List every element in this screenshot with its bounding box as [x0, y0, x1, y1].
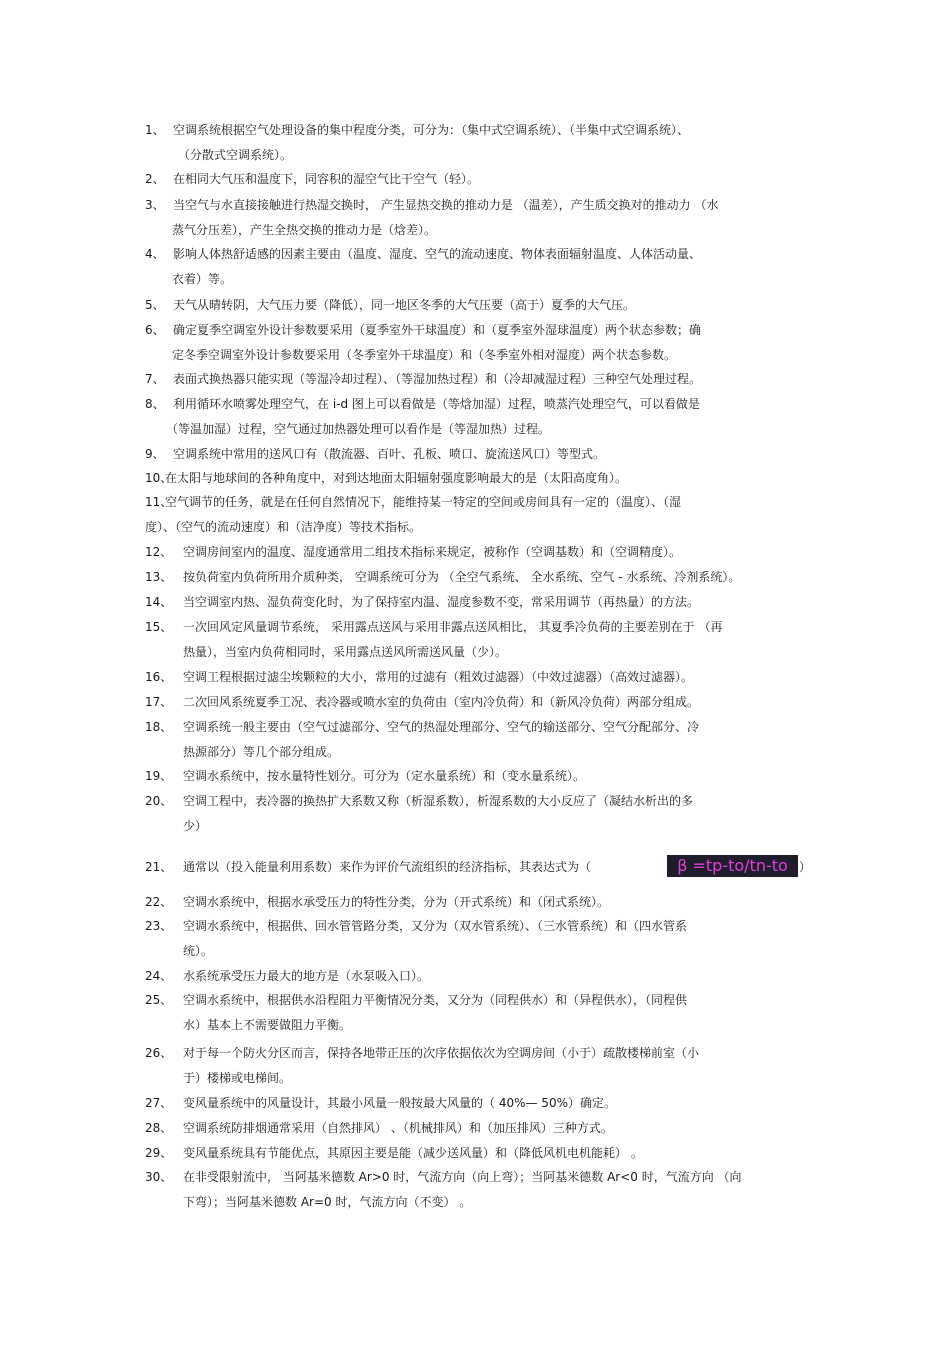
- question-text-line: 对于每一个防火分区而言，保持各地带正压的次序依据依次为空调房间（小于）疏散楼梯前室（小: [183, 1046, 700, 1060]
- question-number: 29、: [145, 1146, 173, 1160]
- question-number: 14、: [145, 595, 173, 609]
- question-number: 30、: [145, 1170, 173, 1184]
- question-text-line: 定冬季空调室外设计参数要采用（冬季室外干球温度）和（冬季室外相对湿度）两个状态参数。: [172, 348, 677, 362]
- question-text-line: 水系统承受压力最大的地方是（水泵吸入口）。: [183, 969, 430, 983]
- question-text-line: 在太阳与地球间的各种角度中，对到达地面太阳辐射强度影响最大的是（太阳高度角）。: [165, 471, 628, 485]
- question-text-line: 按负荷室内负荷所用介质种类， 空调系统可分为 （全空气系统、 全水系统、空气 - 水系统、冷剂系统）。: [183, 570, 741, 584]
- question-text-line: 于）楼梯或电梯间。: [183, 1071, 292, 1085]
- question-text-line: 一次回风定风量调节系统， 采用露点送风与采用非露点送风相比， 其夏季冷负荷的主要差别在于 （再: [183, 620, 723, 634]
- question-text-line: 热源部分）等几个部分组成。: [183, 745, 340, 759]
- question-number: 10、: [145, 471, 173, 485]
- question-text-line: 空调工程根据过滤尘埃颗粒的大小，常用的过滤有（粗效过滤器）（中效过滤器）（高效过滤器）。: [183, 670, 694, 684]
- question-text-line: 空调系统中常用的送风口有（散流器、百叶、孔板、喷口、旋流送风口）等型式。: [173, 447, 606, 461]
- question-text-line: 空气调节的任务，就是在任何自然情况下，能维持某一特定的空间或房间具有一定的（温度）、（湿: [165, 495, 682, 509]
- question-text-line: 少）: [183, 819, 208, 833]
- question-number: 23、: [145, 919, 173, 933]
- question-text-line: 空调水系统中，根据供、回水管管路分类，又分为（双水管系统）、（三水管系统）和（四水管系: [183, 919, 688, 933]
- question-text-line: 空调水系统中，按水量特性划分。可分为（定水量系统）和（变水量系统）。: [183, 769, 586, 783]
- question-text-line: （分散式空调系统）。: [178, 148, 293, 162]
- question-number: 18、: [145, 720, 173, 734]
- question-text-line: （等温加湿）过程，空气通过加热器处理可以看作是（等湿加热）过程。: [166, 422, 551, 436]
- question-number: 19、: [145, 769, 173, 783]
- question-number: 6、: [145, 323, 165, 337]
- question-number: 3、: [145, 198, 165, 212]
- question-number: 8、: [145, 397, 165, 411]
- question-number: 22、: [145, 895, 173, 909]
- question-number: 2、: [145, 172, 165, 186]
- question-text-line: 通常以（投入能量利用系数）来作为评价气流组织的经济指标，其表达式为（: [183, 860, 592, 874]
- question-text-line: 空调房间室内的温度、湿度通常用二组技术指标来规定，被称作（空调基数）和（空调精度）。: [183, 545, 682, 559]
- question-text-line: 蒸气分压差），产生全热交换的推动力是（焓差）。: [172, 223, 437, 237]
- question-number: 12、: [145, 545, 173, 559]
- question-number: 7、: [145, 372, 165, 386]
- question-number: 1、: [145, 123, 165, 137]
- question-text-line: 空调工程中，表冷器的换热扩大系数又称（析湿系数），析湿系数的大小反应了（凝结水析出的多: [183, 794, 694, 808]
- question-text-line: 当空调室内热、湿负荷变化时，为了保持室内温、湿度参数不变，常采用调节（再热量）的方法。: [183, 595, 700, 609]
- question-text-line: 空调系统根据空气处理设备的集中程度分类，可分为：（集中式空调系统）、（半集中式空调系统）、: [173, 123, 690, 137]
- question-number: 27、: [145, 1096, 173, 1110]
- question-text-line: 变风量系统中的风量设计，其最小风量一般按最大风量的（ 40%— 50%）确定。: [183, 1096, 616, 1110]
- question-number: 20、: [145, 794, 173, 808]
- question-number: 28、: [145, 1121, 173, 1135]
- question-text-line: 确定夏季空调室外设计参数要采用（夏季室外干球温度）和（夏季室外湿球温度）两个状态参数；确: [173, 323, 702, 337]
- question-number: 21、: [145, 860, 173, 874]
- question-text-line: 水）基本上不需要做阻力平衡。: [183, 1018, 352, 1032]
- question-text-line: 空调水系统中，根据供水沿程阻力平衡情况分类，又分为（同程供水）和（异程供水），（同程供: [183, 993, 688, 1007]
- question-text-line: 表面式换热器只能实现（等湿冷却过程）、（等湿加热过程）和（冷却减湿过程）三种空气处理过程。: [173, 372, 702, 386]
- question-text-line: 热量），当室内负荷相同时，采用露点送风所需送风量（少）。: [183, 645, 508, 659]
- question-text-line: 利用循环水喷雾处理空气，在 i-d 图上可以看做是（等焓加湿）过程，喷蒸汽处理空气，可以看做是: [173, 397, 700, 411]
- question-text-line: 空调系统防排烟通常采用（自然排风） 、（机械排风）和（加压排风）三种方式。: [183, 1121, 613, 1135]
- question-number: 4、: [145, 247, 165, 261]
- question-text-line: 当空气与水直接接触进行热湿交换时， 产生显热交换的推动力是 （温差），产生质交换对的推动力 （水: [173, 198, 719, 212]
- question-number: 16、: [145, 670, 173, 684]
- question-text-line: 影响人体热舒适感的因素主要由（温度、湿度、空气的流动速度、物体表面辐射温度、人体活动量、: [173, 247, 702, 261]
- question-text-line: 下弯）；当阿基米德数 Ar=0 时，气流方向（不变） 。: [183, 1195, 472, 1209]
- formula-image: β =tp-to/tn-to: [667, 855, 798, 877]
- question-number: 11、: [145, 495, 173, 509]
- question-text-line: 在相同大气压和温度下，同容积的湿空气比干空气（轻）。: [173, 172, 480, 186]
- question-text-line: 变风量系统具有节能优点，其原因主要是能（减少送风量）和（降低风机电机能耗） 。: [183, 1146, 643, 1160]
- question-number: 25、: [145, 993, 173, 1007]
- question-text-line: 度）、（空气的流动速度）和（洁净度）等技术指标。: [145, 520, 422, 534]
- question-text-line: 在非受限射流中， 当阿基米德数 Ar>0 时，气流方向（向上弯）；当阿基米德数 Ar<0 时，气流方向 （向: [183, 1170, 742, 1184]
- question-number: 17、: [145, 695, 173, 709]
- question-number: 24、: [145, 969, 173, 983]
- question-number: 9、: [145, 447, 165, 461]
- question-text-line: 二次回风系统夏季工况、表冷器或喷水室的负荷由（室内冷负荷）和（新风冷负荷）两部分组成。: [183, 695, 700, 709]
- question-text-line: 天气从晴转阴，大气压力要（降低），同一地区冬季的大气压要（高于）夏季的大气压。: [173, 298, 636, 312]
- question-text-line: 空调水系统中，根据水承受压力的特性分类，分为（开式系统）和（闭式系统）。: [183, 895, 610, 909]
- question-text-line: 空调系统一般主要由（空气过滤部分、空气的热湿处理部分、空气的输送部分、空气分配部分、冷: [183, 720, 700, 734]
- question-text-line: 衣着）等。: [172, 272, 233, 286]
- closing-paren: ）: [799, 860, 812, 874]
- question-number: 15、: [145, 620, 173, 634]
- question-text-line: 统）。: [183, 944, 214, 958]
- question-number: 5、: [145, 298, 165, 312]
- question-number: 13、: [145, 570, 173, 584]
- question-number: 26、: [145, 1046, 173, 1060]
